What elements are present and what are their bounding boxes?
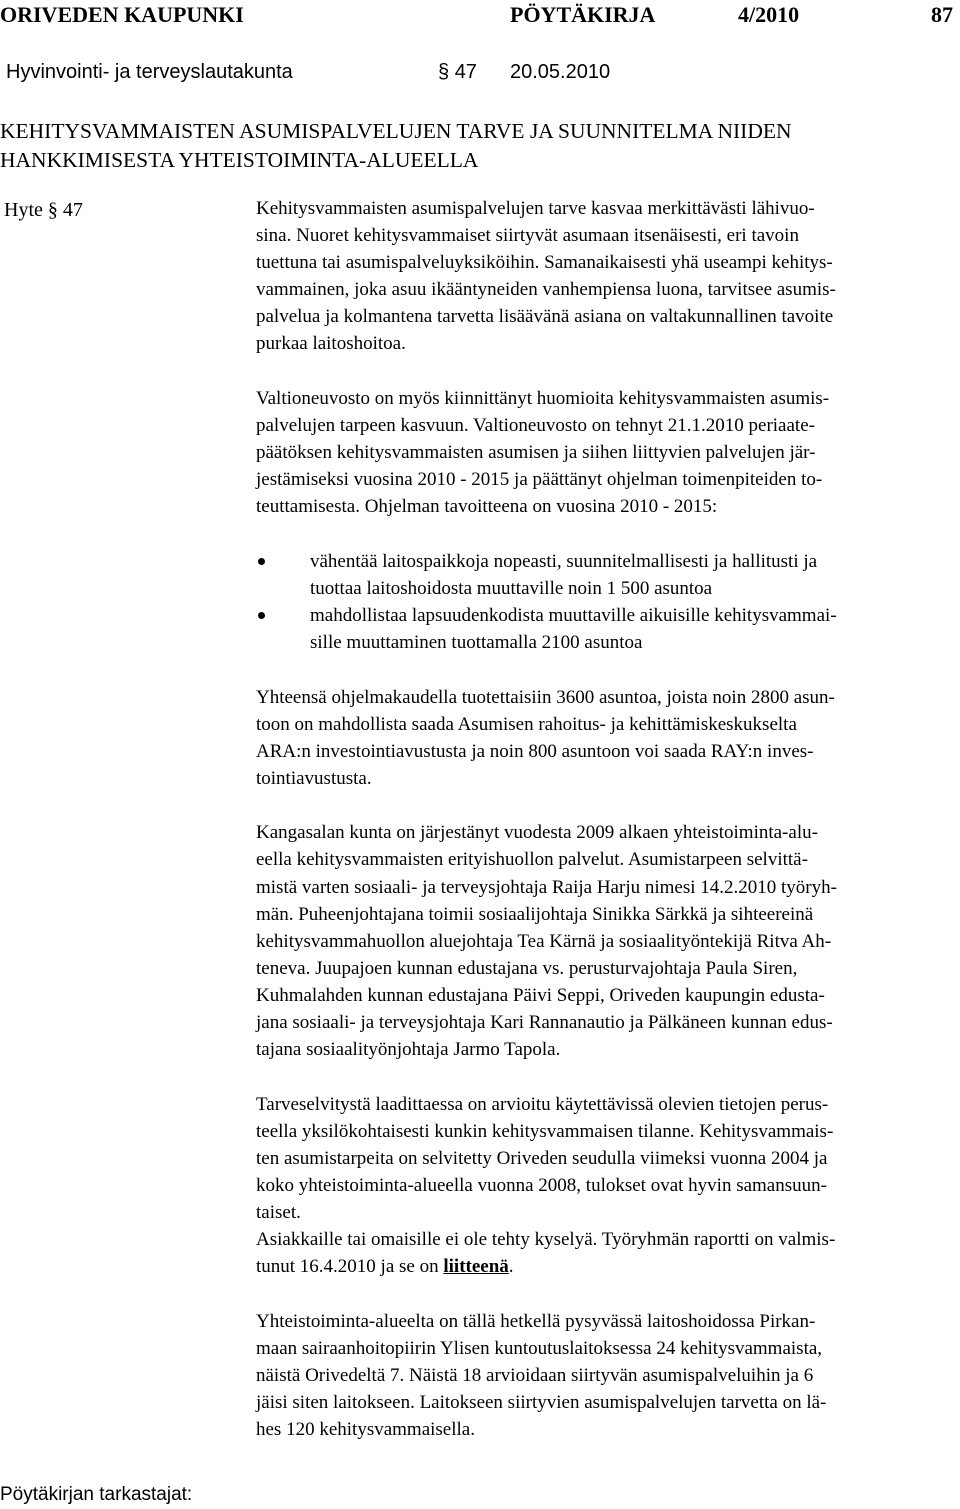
text-line: sina. Nuoret kehitysvammaiset siirtyvät asumaan itsenäisesti, eri tavoin: [256, 225, 799, 247]
text-line: palvelujen tarpeen kasvuun. Valtioneuvosto on tehnyt 21.1.2010 periaate-: [256, 415, 815, 437]
text-line: hes 120 kehitysvammaisella.: [256, 1419, 475, 1440]
attachment-link[interactable]: liitteenä: [443, 1256, 509, 1278]
text-line: Asiakkaille tai omaisille ei ole tehty kyselyä. Työryhmän raportti on valmis-: [256, 1229, 836, 1251]
text-line: vammainen, joka asuu ikääntyneiden vanhempiensa luona, tarvitsee asumis-: [256, 279, 836, 301]
list-item: [256, 602, 956, 656]
document-title: [0, 117, 940, 175]
text-line: jestämiseksi vuosina 2010 - 2015 ja päättänyt ohjelman toimenpiteiden to-: [256, 469, 823, 491]
text-line: Valtioneuvosto on myös kiinnittänyt huomioita kehitysvammaisten asumis-: [256, 387, 830, 409]
text-line: Yhteensä ohjelmakaudella tuotettaisiin 3600 asuntoa, joista noin 2800 asun-: [256, 686, 835, 708]
section-mark: § 47: [438, 61, 477, 83]
text-line: toon on mahdollista saada Asumisen rahoitus- ja kehittämiskeskukselta: [256, 713, 797, 735]
text-line: näistä Orivedeltä 7. Näistä 18 arvioidaan siirtyvän asumispalveluihin ja 6: [256, 1364, 814, 1386]
text-line: Kuhmalahden kunnan edustajana Päivi Seppi, Oriveden kaupungin edusta-: [256, 984, 825, 1006]
text-line: Tarveselvitystä laadittaessa on arvioitu käytettävissä olevien tietojen perus-: [256, 1093, 829, 1115]
text-line: eella kehitysvammaisten erityishuollon palvelut. Asumistarpeen selvittä-: [256, 849, 808, 871]
bullet-icon: [258, 612, 265, 619]
text-line: jana sosiaali- ja terveysjohtaja Kari Rannanautio ja Pälkäneen kunnan edus-: [256, 1012, 833, 1033]
text-line: tuettuna tai asumispalveluyksiköihin. Samanaikaisesti yhä useampi kehitys-: [256, 252, 833, 274]
bullet-list: [256, 548, 956, 656]
title-line-2: HANKKIMISESTA YHTEISTOIMINTA-ALUEELLA: [0, 148, 479, 172]
text-before-link: tunut 16.4.2010 ja se on: [256, 1256, 444, 1278]
meeting-date: 20.05.2010: [510, 61, 611, 83]
text-line: Kehitysvammaisten asumispalvelujen tarve kasvaa merkittävästi lähivuo-: [256, 198, 815, 219]
doc-type: PÖYTÄKIRJA: [510, 2, 656, 27]
paragraph-5: [256, 1091, 956, 1281]
text-line: vähentää laitospaikkoja nopeasti, suunnitelmallisesti ja hallitusti ja: [310, 550, 818, 572]
text-after-link: .: [508, 1256, 514, 1278]
text-line: tuottaa laitoshoidosta muuttaville noin 1 500 asuntoa: [310, 577, 713, 599]
text-line: Yhteistoiminta-alueelta on tällä hetkellä pysyvässä laitoshoidossa Pirkan-: [256, 1310, 816, 1332]
item-number: 47: [62, 199, 83, 221]
minutes-checkers-label: Pöytäkirjan tarkastajat:: [0, 1484, 193, 1505]
text-line: jäisi siten laitokseen. Laitokseen siirtyvien asumispalvelujen tarvetta on lä-: [256, 1391, 827, 1413]
text-line: ten asumistarpeita on selvitetty Oriveden seudulla viimeksi vuonna 2004 ja: [256, 1147, 828, 1169]
item-body: [256, 195, 956, 1443]
text-line: purkaa laitoshoitoa.: [256, 333, 406, 355]
paragraph-3: [256, 684, 956, 792]
paragraph-4: [256, 819, 956, 1063]
text-line: mahdollistaa lapsuudenkodista muuttaville aikuisille kehitysvammai-: [310, 605, 837, 626]
paragraph-1: [256, 195, 956, 358]
text-line: [256, 1253, 956, 1280]
title-line-1: KEHITYSVAMMAISTEN ASUMISPALVELUJEN TARVE JA SUUNNITELMA NIIDEN: [0, 119, 792, 143]
paragraph-2: [256, 385, 956, 520]
text-line: ARA:n investointiavustusta ja noin 800 asuntoon voi saada RAY:n inves-: [256, 740, 814, 762]
text-line: maan sairaanhoitopiirin Ylisen kuntoutuslaitoksessa 24 kehitysvammaista,: [256, 1337, 823, 1359]
item-label: Hyte § 47: [4, 199, 83, 221]
text-line: män. Puheenjohtajana toimii sosiaalijohtaja Sinikka Särkkä ja sihteereinä: [256, 903, 814, 925]
text-line: Kangasalan kunta on järjestänyt vuodesta 2009 alkaen yhteistoiminta-alu-: [256, 822, 818, 844]
paragraph-6: [256, 1308, 956, 1443]
text-line: tointiavustusta.: [256, 767, 372, 789]
text-line: palvelua ja kolmantena tarvetta lisäävänä asiana on valtakunnallinen tavoite: [256, 306, 834, 328]
board-name: Hyvinvointi- ja terveyslautakunta: [6, 61, 293, 83]
text-line: taiset.: [256, 1201, 301, 1223]
text-line: teella yksilökohtaisesti kunkin kehitysvammaisen tilanne. Kehitysvammais-: [256, 1120, 834, 1142]
page-number: 87: [931, 2, 953, 27]
bullet-icon: [258, 558, 265, 565]
text-line: teneva. Juupajoen kunnan edustajana vs. perusturvajohtaja Paula Siren,: [256, 957, 798, 979]
doc-number: 4/2010: [738, 2, 800, 27]
item-prefix: Hyte: [4, 199, 43, 221]
text-line: sille muuttaminen tuottamalla 2100 asuntoa: [310, 632, 643, 654]
org-name: ORIVEDEN KAUPUNKI: [0, 2, 244, 27]
text-line: päätöksen kehitysvammaisten asumisen ja siihen liittyvien palvelujen jär-: [256, 442, 816, 464]
text-line: tajana sosiaalityönjohtaja Jarmo Tapola.: [256, 1039, 561, 1061]
text-line: mistä varten sosiaali- ja terveysjohtaja Raija Harju nimesi 14.2.2010 työryh-: [256, 876, 837, 898]
list-item: [256, 548, 956, 602]
text-line: teuttamisesta. Ohjelman tavoitteena on vuosina 2010 - 2015:: [256, 496, 718, 518]
text-line: kehitysvammahuollon aluejohtaja Tea Kärnä ja sosiaalityöntekijä Ritva Ah-: [256, 930, 832, 952]
text-line: koko yhteistoiminta-alueella vuonna 2008, tulokset ovat hyvin samansuun-: [256, 1174, 827, 1196]
section-number: 47: [454, 61, 477, 83]
